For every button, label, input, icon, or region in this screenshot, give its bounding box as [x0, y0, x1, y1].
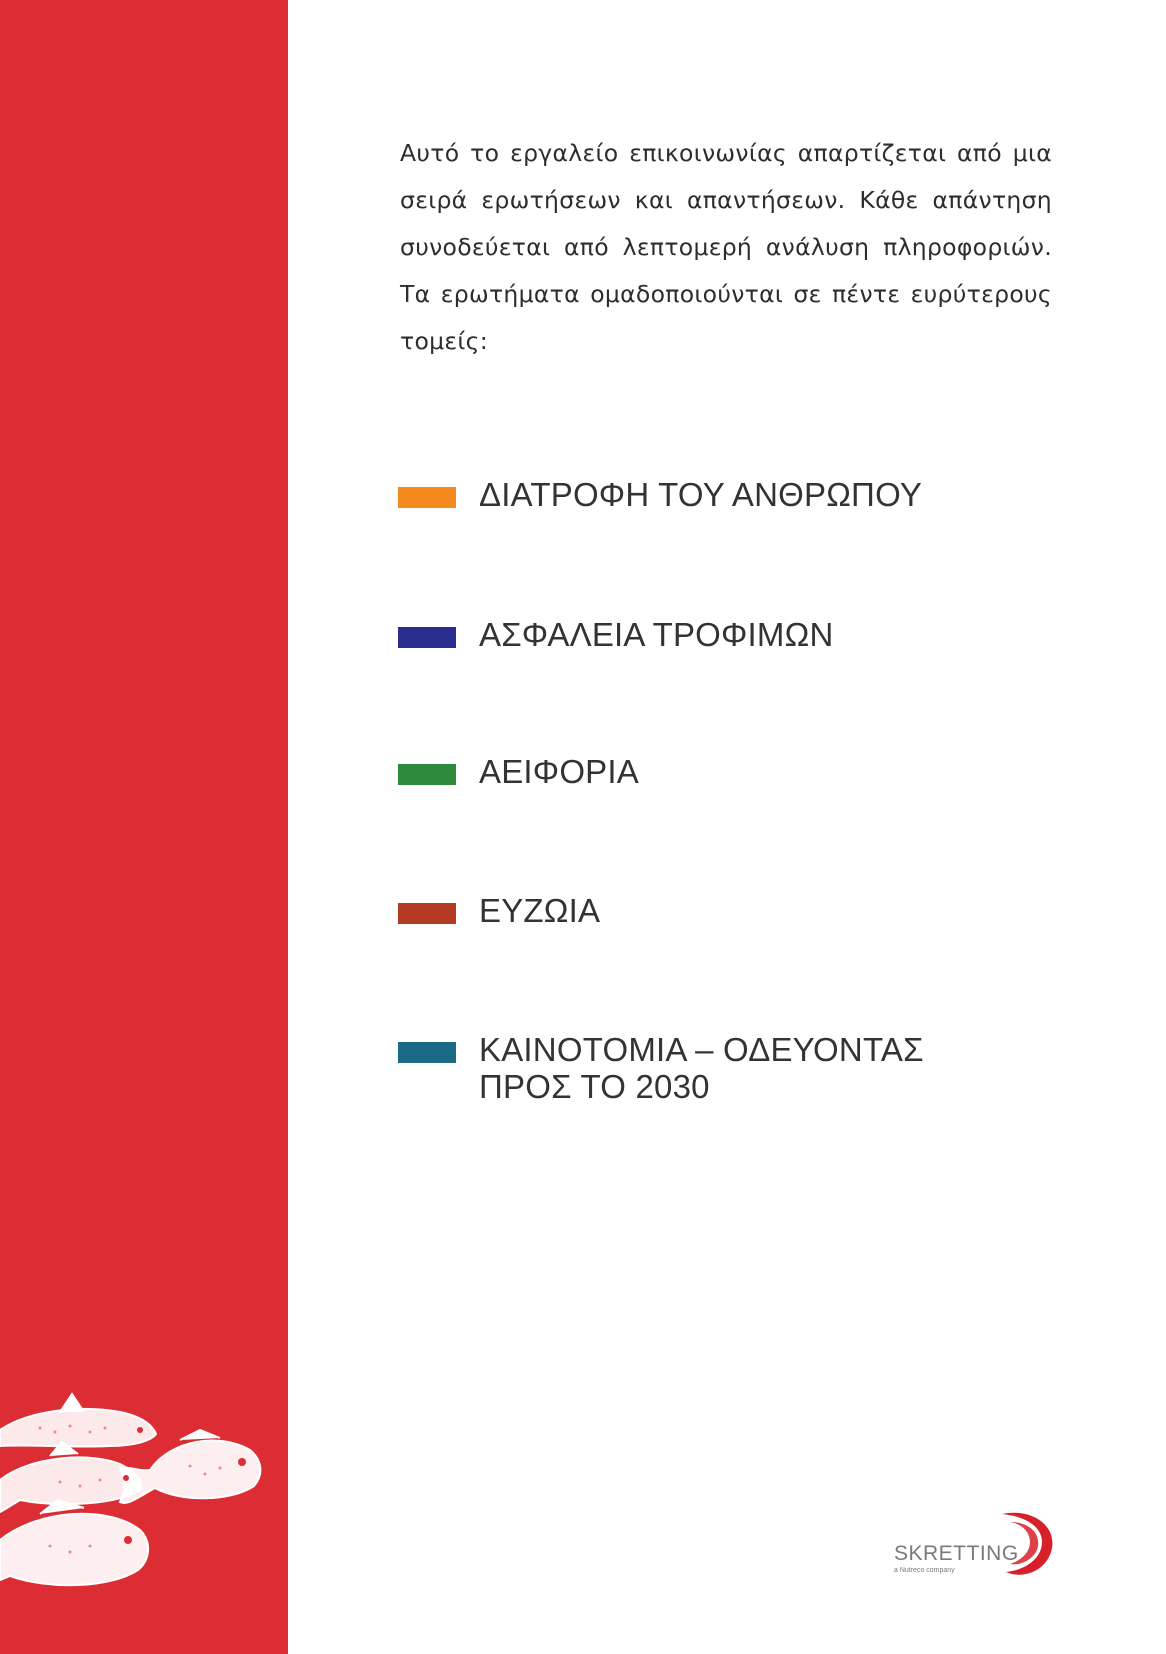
- section-label: ΔΙΑΤΡΟΦΗ ΤΟΥ ΑΝΘΡΩΠΟΥ: [479, 476, 923, 513]
- intro-paragraph: Αυτό το εργαλείο επικοινωνίας απαρτίζεται από μια σειρά ερωτήσεων και απαντήσεων. Κάθε απάντηση συνοδεύεται από λεπτομερή ανάλυση πληροφοριών. Τα ερωτήματα ομαδοποιούνται σε πέντε ευρύτερους τομείς:: [400, 139, 1052, 355]
- section-color-swatch: [398, 1042, 456, 1063]
- red-sidebar: [0, 0, 288, 1654]
- section-color-swatch: [398, 487, 456, 508]
- fish-illustration: [0, 1390, 288, 1654]
- svg-text:a Nutreco company: a Nutreco company: [894, 1567, 955, 1574]
- section-label: ΚΑΙΝΟΤΟΜΙΑ – ΟΔΕΥΟΝΤΑΣ ΠΡΟΣ ΤΟ 2030: [479, 1031, 924, 1105]
- section-color-swatch: [398, 903, 456, 924]
- skretting-logo: [890, 1508, 1056, 1580]
- svg-text:SKRETTING: SKRETTING: [894, 1542, 1019, 1565]
- section-color-swatch: [398, 764, 456, 785]
- section-label: ΕΥΖΩΙΑ: [479, 892, 601, 929]
- section-color-swatch: [398, 627, 456, 648]
- section-label: ΑΣΦΑΛΕΙΑ ΤΡΟΦΙΜΩΝ: [479, 616, 834, 653]
- section-label: ΑΕΙΦΟΡΙΑ: [479, 753, 639, 790]
